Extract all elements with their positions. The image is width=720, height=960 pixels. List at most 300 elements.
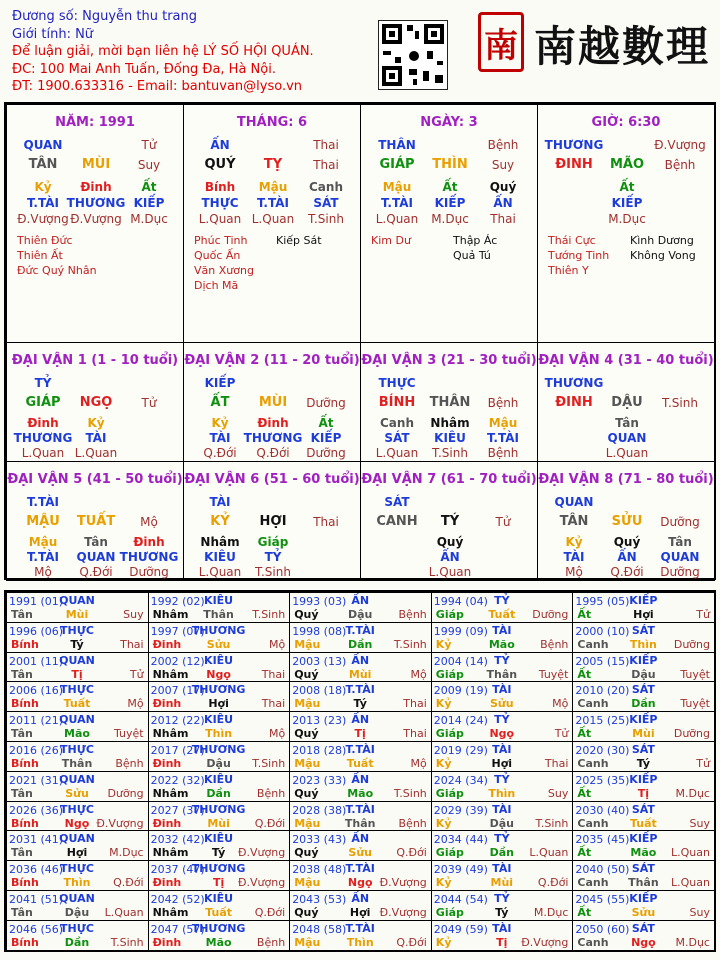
year-branch: Tuất (205, 906, 232, 919)
pillar-star: Kình Dương (630, 234, 694, 247)
pillar-cell: KIẾP (611, 196, 643, 210)
dai-van-box (360, 461, 538, 581)
dai-van-hidden-stem: Tân (84, 535, 108, 549)
year-cell (148, 652, 291, 683)
year-stage: L.Quan (671, 846, 710, 860)
year-stem: Bính (11, 757, 39, 770)
year-stem: Quý (294, 667, 319, 681)
year-stem: Canh (577, 697, 609, 711)
year-label: 2033 (43) (292, 833, 347, 847)
dai-van-box (537, 342, 715, 462)
year-label: 1993 (03) (292, 595, 347, 608)
year-cell (148, 890, 291, 921)
year-stem: Nhâm (152, 846, 189, 860)
year-cell (431, 771, 574, 802)
year-stage: Suy (547, 786, 569, 800)
year-god: THƯƠNG (191, 743, 246, 756)
pillar-cell: Thai (313, 138, 339, 152)
year-stage: T.Sinh (252, 608, 286, 621)
year-cell (431, 711, 574, 742)
year-stem: Ất (577, 906, 592, 919)
year-stage: Suy (123, 608, 144, 621)
year-cell (431, 741, 574, 772)
year-cell (289, 920, 432, 951)
year-cell (289, 711, 432, 742)
year-label: 2026 (36) (9, 803, 64, 817)
year-label: 2038 (48) (292, 863, 347, 877)
year-cell (148, 801, 291, 832)
dai-van-box (6, 342, 184, 462)
year-god: T.TÀI (345, 921, 375, 935)
year-branch: Mùi (207, 816, 230, 830)
year-god: KIÊU (204, 713, 234, 727)
year-stem: Đinh (152, 876, 182, 890)
year-god: ẤN (351, 594, 370, 607)
year-branch: Mão (488, 637, 515, 651)
dai-van-god: TÀI (209, 495, 231, 509)
year-stage: Thai (403, 697, 427, 711)
year-label: 2045 (55) (575, 893, 630, 906)
year-branch: Tị (496, 935, 508, 949)
dai-van-god: THỰC (378, 376, 416, 390)
year-label: 2013 (23) (292, 714, 347, 728)
year-stem: Mậu (294, 697, 321, 711)
dai-van-hidden-stage: Q.Đới (79, 565, 113, 579)
year-god: SÁT (631, 743, 655, 756)
year-label: 2006 (16) (9, 684, 64, 698)
year-branch: Sửu (631, 906, 656, 919)
year-god: QUAN (59, 772, 95, 786)
year-stage: Bệnh (540, 637, 569, 651)
dai-van-god: QUAN (554, 495, 594, 509)
year-god: TÀI (492, 683, 512, 697)
year-cell (572, 652, 715, 683)
pillar-cell: Đ.Vượng (70, 212, 122, 226)
year-stem: Ất (577, 667, 592, 681)
year-label: 2030 (40) (575, 803, 630, 817)
dai-van-branch: MÙI (258, 395, 288, 410)
year-stage: T.Sinh (252, 757, 286, 770)
year-stem: Đinh (152, 757, 182, 770)
year-stem: Kỷ (435, 757, 452, 770)
year-cell (431, 622, 574, 653)
year-label: 2012 (22) (150, 714, 205, 728)
year-stage: T.Sinh (110, 935, 144, 949)
year-label: 2019 (29) (433, 744, 488, 757)
year-cell (289, 681, 432, 712)
year-stem: Tân (11, 608, 33, 621)
pillar-cell: Bệnh (487, 138, 519, 152)
year-branch: Thìn (488, 786, 516, 800)
year-branch: Hợi (633, 608, 654, 621)
year-god: QUAN (59, 713, 95, 727)
year-stem: Ất (577, 608, 592, 621)
header-info (12, 8, 314, 96)
pillar-cell: Bính (204, 180, 236, 194)
year-god: TỶ (494, 713, 510, 727)
year-cell (6, 681, 149, 712)
dai-van-hidden-stem: Tân (668, 535, 692, 549)
year-stem: Đinh (152, 935, 182, 949)
year-stage: Suy (689, 906, 710, 919)
year-label: 2034 (44) (433, 833, 488, 847)
dai-van-hidden-stage: L.Quan (21, 446, 65, 460)
dai-van-hidden-stem: Nhâm (200, 535, 240, 549)
year-stem: Kỷ (435, 876, 452, 890)
year-stem: Mậu (294, 637, 321, 651)
pillar-cell: THƯƠNG (544, 138, 604, 152)
year-god: T.TÀI (345, 683, 375, 697)
pillar-cell: Đinh (80, 180, 112, 194)
year-cell (6, 592, 149, 623)
pillar-cell: Thai (313, 158, 339, 172)
dai-van-hidden-stem: Đinh (133, 535, 165, 549)
year-stem: Nhâm (152, 786, 189, 800)
pillar-cell: TỴ (263, 157, 283, 172)
dai-van-hidden-stage: T.Sinh (432, 446, 468, 460)
year-stem: Tân (11, 667, 33, 681)
logo-text: 南越數理 (534, 22, 711, 71)
year-god: KIÊU (204, 832, 234, 846)
year-branch: Dậu (206, 757, 231, 770)
year-label: 2018 (28) (292, 744, 347, 757)
year-branch: Dậu (489, 816, 514, 830)
year-god: SÁT (631, 683, 655, 697)
year-label: 1991 (01) (9, 595, 64, 608)
year-label: 2044 (54) (433, 893, 488, 906)
dai-van-stem: KỶ (210, 514, 230, 529)
year-stage: M.Dục (109, 846, 144, 860)
year-label: 2031 (41) (9, 833, 64, 847)
year-stem: Bính (11, 935, 39, 949)
dai-van-hidden-stage: Q.Đới (256, 446, 290, 460)
dai-van-stage: T.Sinh (662, 396, 698, 410)
year-branch: Dần (206, 786, 231, 800)
year-stem: Giáp (435, 786, 464, 800)
dai-van-stage: Dưỡng (660, 515, 700, 529)
pillar-cell: Đ.Vượng (17, 212, 69, 226)
year-stem: Canh (577, 757, 609, 770)
year-stem: Giáp (435, 727, 464, 741)
year-god: QUAN (59, 653, 95, 667)
year-cell (431, 801, 574, 832)
year-label: 1997 (07) (150, 624, 205, 638)
year-stage: Tuyệt (538, 667, 569, 681)
dai-van-box (360, 342, 538, 462)
year-label: 2040 (50) (575, 863, 630, 877)
year-stem: Tân (11, 846, 33, 860)
dai-van-hidden-stage: Bệnh (487, 446, 519, 460)
year-cell (148, 741, 291, 772)
dai-van-branch: SỬU (611, 514, 643, 529)
year-god: ẤN (351, 653, 370, 667)
year-cell (431, 681, 574, 712)
year-stem: Tân (11, 727, 33, 741)
year-branch: Tý (495, 906, 509, 919)
pillar-box (537, 104, 715, 343)
year-god: TÀI (492, 743, 512, 756)
year-stem: Quý (294, 786, 319, 800)
dai-van-stage: Tử (141, 396, 157, 410)
pillar-cell: Thai (490, 212, 516, 226)
year-stem: Giáp (435, 608, 464, 621)
dai-van-title: ĐẠI VẬN 8 (71 - 80 tuổi) (538, 472, 714, 487)
year-branch: Sửu (65, 786, 89, 800)
year-stem: Ất (577, 727, 592, 741)
year-god: KIẾP (629, 832, 658, 846)
address: ĐC: 100 Mai Anh Tuấn, Đống Đa, Hà Nội. (12, 61, 276, 77)
year-stage: Mộ (410, 757, 427, 770)
year-cell (572, 801, 715, 832)
dai-van-god: KIẾP (204, 376, 236, 390)
year-cell (289, 860, 432, 891)
year-branch: Mùi (490, 876, 514, 890)
year-god: THỰC (60, 623, 94, 637)
year-label: 2037 (47) (150, 863, 205, 877)
pillar-cell: THƯƠNG (66, 196, 126, 210)
year-stem: Giáp (435, 667, 464, 681)
dai-van-hidden-god: THƯƠNG (13, 431, 73, 445)
year-stage: Q.Đới (537, 876, 569, 890)
year-god: T.TÀI (345, 862, 375, 876)
dai-van-hidden-stage: Q.Đới (203, 446, 237, 460)
year-god: ẤN (351, 772, 370, 786)
year-label: 2010 (20) (575, 684, 630, 698)
dai-van-hidden-stage: T.Sinh (255, 565, 291, 579)
dai-van-hidden-stage: L.Quan (375, 446, 419, 460)
pillar-box (183, 104, 361, 343)
dai-van-hidden-god: T.TÀI (27, 550, 59, 564)
pillar-title: NGÀY: 3 (420, 115, 478, 130)
year-god: THƯƠNG (191, 623, 246, 637)
year-cell (6, 860, 149, 891)
year-god: SÁT (631, 921, 655, 935)
year-stage: Đ.Vượng (237, 876, 286, 890)
dai-van-stem: CANH (376, 514, 418, 529)
year-stem: Bính (11, 816, 39, 830)
year-label: 2014 (24) (433, 714, 488, 728)
dai-van-title: ĐẠI VẬN 5 (41 - 50 tuổi) (7, 472, 183, 487)
pillar-cell: L.Quan (251, 212, 295, 226)
year-stem: Giáp (435, 906, 464, 919)
year-cell (431, 830, 574, 861)
year-cell (431, 652, 574, 683)
dai-van-hidden-god: QUAN (660, 550, 700, 564)
dai-van-branch: DẬU (611, 395, 643, 410)
dai-van-hidden-god: TỶ (264, 550, 282, 564)
year-branch: Thân (628, 876, 659, 890)
year-stem: Mậu (294, 876, 321, 890)
year-stem: Kỷ (435, 816, 452, 830)
dai-van-title: ĐẠI VẬN 1 (1 - 10 tuổi) (11, 353, 179, 368)
year-cell (572, 711, 715, 742)
dai-van-stem: ẤT (210, 395, 230, 410)
pillar-cell: ẤN (493, 196, 513, 210)
dai-van-title: ĐẠI VẬN 2 (11 - 20 tuổi) (184, 353, 360, 368)
year-stage: Thai (120, 637, 144, 651)
year-god: QUAN (59, 832, 95, 846)
year-god: KIÊU (204, 892, 234, 905)
year-stem: Nhâm (152, 906, 189, 919)
year-label: 1998 (08) (292, 624, 347, 638)
pillar-cell: Quý (489, 180, 517, 194)
dai-van-hidden-stem: Mậu (488, 416, 518, 430)
dai-van-hidden-god: KIẾP (310, 431, 342, 445)
year-branch: Mão (347, 786, 374, 800)
year-branch: Dần (347, 637, 373, 651)
year-god: THỰC (60, 683, 94, 697)
year-cell (572, 771, 715, 802)
dai-van-god: TỶ (34, 376, 52, 390)
year-branch: Mùi (348, 667, 372, 681)
year-cell (6, 920, 149, 951)
dai-van-hidden-god: QUAN (607, 431, 647, 445)
pillar-cell: T.Sinh (308, 212, 344, 226)
year-label: 2029 (39) (433, 803, 488, 817)
pillar-star: Thái Cực (548, 234, 596, 247)
pillar-cell: Ất (442, 180, 458, 194)
pillar-cell: T.TÀI (381, 196, 413, 210)
year-branch: Tuất (346, 757, 374, 770)
year-cell (6, 652, 149, 683)
dai-van-hidden-stem: Nhâm (430, 416, 470, 430)
dai-van-hidden-stem: Quý (613, 535, 641, 549)
year-stem: Mậu (294, 816, 321, 830)
year-god: THỰC (60, 921, 94, 935)
year-cell (148, 830, 291, 861)
year-god: THƯƠNG (191, 802, 246, 816)
dai-van-hidden-stage: Dưỡng (129, 565, 169, 579)
year-label: 2002 (12) (150, 654, 205, 668)
year-cell (572, 920, 715, 951)
year-branch: Hợi (66, 846, 88, 860)
pillar-cell: Đ.Vượng (654, 138, 706, 152)
dai-van-hidden-stage: L.Quan (198, 565, 242, 579)
year-stage: Tuyệt (113, 727, 144, 741)
year-branch: Hợi (491, 757, 513, 770)
year-label: 2009 (19) (433, 684, 488, 698)
brand-logo (478, 8, 711, 80)
year-label: 2004 (14) (433, 654, 488, 668)
dai-van-stage: Dưỡng (306, 396, 346, 410)
year-god: T.TÀI (345, 743, 375, 756)
year-label: 2016 (26) (9, 744, 64, 757)
dai-van-hidden-stage: L.Quan (74, 446, 118, 460)
pillar-cell: KIẾP (434, 196, 466, 210)
pillar-box (6, 104, 184, 343)
year-stage: Tử (129, 667, 144, 681)
year-cell (148, 681, 291, 712)
year-branch: Ngọ (489, 727, 515, 741)
year-cell (431, 860, 574, 891)
year-cell (289, 771, 432, 802)
year-stage: Mộ (127, 697, 144, 711)
year-branch: Dần (64, 935, 90, 949)
dai-van-hidden-stem: Kỷ (211, 416, 229, 430)
year-cell (6, 801, 149, 832)
dai-van-hidden-stem: Kỷ (565, 535, 583, 549)
chart-grid (4, 102, 716, 580)
dai-van-hidden-stem: Đinh (27, 416, 59, 430)
year-table (4, 590, 716, 952)
dai-van-hidden-god: KIÊU (434, 431, 466, 445)
year-stem: Đinh (152, 697, 182, 711)
year-stage: Thai (261, 667, 286, 681)
year-stage: Bệnh (256, 935, 286, 949)
year-label: 2042 (52) (150, 893, 205, 906)
year-stage: Tử (554, 727, 569, 741)
year-stem: Quý (294, 727, 319, 741)
year-stage: Q.Đới (113, 876, 144, 890)
year-branch: Dần (489, 846, 514, 860)
dai-van-stem: BÍNH (378, 395, 416, 410)
year-stage: Đ.Vượng (96, 816, 144, 830)
year-cell (572, 681, 715, 712)
year-label: 2021 (31) (9, 773, 64, 787)
year-stage: T.Sinh (393, 637, 427, 651)
dai-van-stem: MẬU (26, 514, 60, 529)
year-stage: M.Dục (675, 786, 710, 800)
pillar-cell: TÂN (28, 157, 58, 172)
year-stem: Nhâm (152, 667, 189, 681)
year-god: ẤN (351, 832, 370, 846)
pillar-cell: MÃO (609, 157, 645, 172)
year-branch: Dậu (347, 608, 373, 621)
year-stem: Bính (11, 637, 39, 651)
year-stage: Tử (696, 757, 710, 770)
year-god: SÁT (631, 623, 655, 637)
pillar-star: Kim Dư (371, 234, 411, 247)
year-label: 2032 (42) (150, 833, 205, 847)
year-god: KIÊU (204, 772, 234, 786)
dai-van-hidden-god: QUAN (76, 550, 116, 564)
year-stage: M.Dục (675, 935, 710, 949)
year-god: TỶ (494, 892, 510, 905)
year-stage: T.Sinh (393, 786, 427, 800)
owner-name: Đương số: Nguyễn thu trang (12, 9, 198, 24)
year-stem: Quý (294, 906, 319, 919)
year-stage: Q.Đới (396, 935, 427, 949)
year-stage: T.Sinh (535, 816, 569, 830)
year-stage: Thai (261, 697, 286, 711)
year-label: 2035 (45) (575, 833, 630, 847)
pillar-cell: Canh (309, 180, 343, 194)
dai-van-box (183, 461, 361, 581)
pillar-cell: QUÝ (204, 157, 236, 172)
pillar-title: GIỜ: 6:30 (591, 115, 661, 130)
year-god: TÀI (492, 921, 512, 935)
year-god: THƯƠNG (191, 862, 246, 876)
dai-van-hidden-stem: Ất (318, 416, 334, 430)
year-label: 2023 (33) (292, 773, 347, 787)
dai-van-hidden-stage: Dưỡng (306, 446, 346, 460)
year-label: 1999 (09) (433, 624, 488, 638)
year-label: 1994 (04) (433, 595, 488, 608)
year-branch: Ngọ (631, 935, 656, 949)
year-stage: Thai (403, 727, 427, 741)
year-branch: Hợi (349, 906, 371, 919)
dai-van-branch: TUẤT (76, 514, 116, 529)
year-stage: Q.Đới (396, 846, 427, 860)
year-stem: Giáp (435, 846, 464, 860)
year-branch: Hợi (208, 697, 229, 711)
dai-van-hidden-stage: Mộ (34, 565, 52, 579)
year-cell (148, 711, 291, 742)
year-cell (289, 622, 432, 653)
dai-van-hidden-stem: Kỷ (87, 416, 105, 430)
pillar-star: Quốc Ấn (194, 249, 241, 262)
dai-van-hidden-stage: L.Quan (428, 565, 472, 579)
